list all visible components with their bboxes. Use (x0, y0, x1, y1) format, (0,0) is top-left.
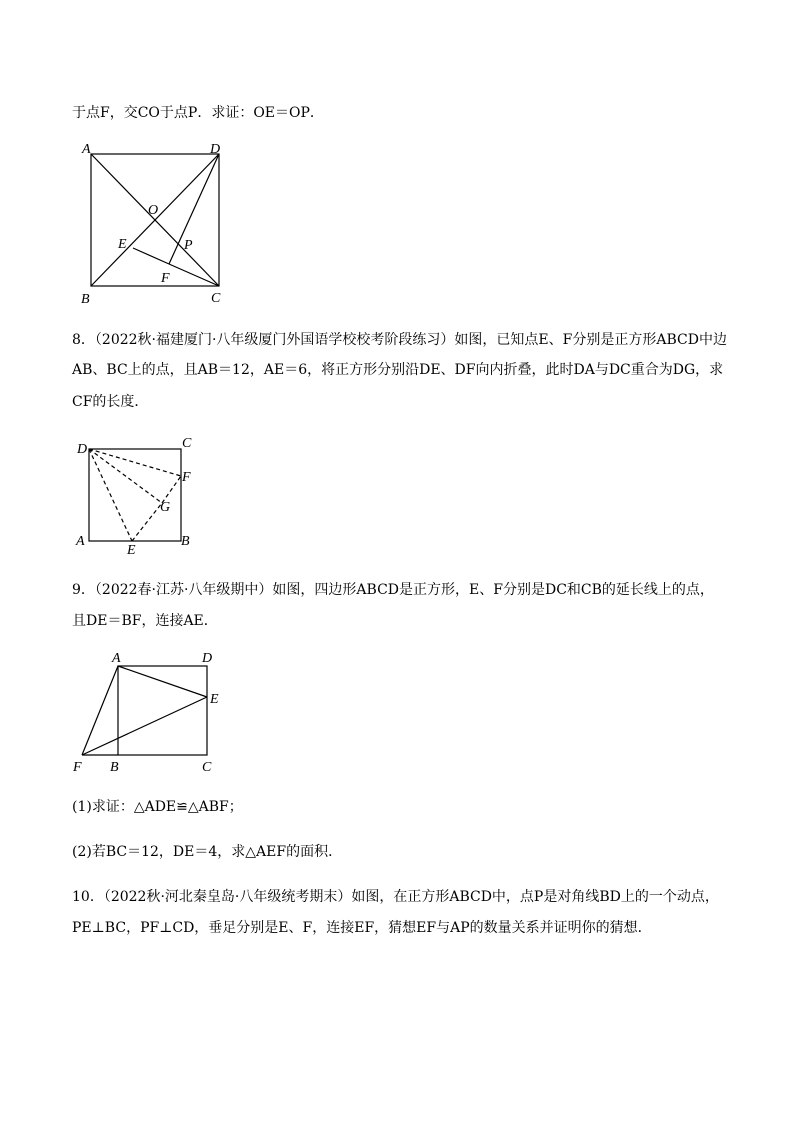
q9-line-ae (118, 666, 207, 697)
q8-figure (72, 434, 202, 558)
q8-label-a: A (76, 534, 85, 549)
q8-text-line2: AB、BC上的点，且AB＝12，AE＝6，将正方形分别沿DE、DF向内折叠，此时DA与DC重合为DG，求 (72, 362, 724, 378)
q9-label-f: F (73, 760, 82, 775)
q9-text-line2: 且DE＝BF，连接AE． (72, 613, 218, 629)
q9-label-e: E (210, 692, 219, 707)
q8-line-dg (89, 449, 162, 503)
q7-label-d: D (210, 142, 221, 157)
q9-label-d: D (202, 651, 213, 666)
q8-label-b: B (181, 534, 190, 549)
q8-text-line1: 8．（2022秋·福建厦门·八年级厦门外国语学校校考阶段练习）如图，已知点E、F分别是正方形ABCD中边 (72, 332, 727, 348)
q10-text-line2: PE⊥BC，PF⊥CD，垂足分别是E、F，连接EF，猜想EF与AP的数量关系并证明你的猜想． (72, 920, 652, 936)
q8-fold-df (89, 449, 181, 476)
q9-label-b: B (110, 760, 119, 775)
q7-label-c: C (211, 291, 221, 306)
q7-line-ef (133, 248, 169, 264)
q9-square (118, 666, 207, 755)
q9-figure (70, 644, 230, 776)
q8-line-eg (132, 503, 162, 541)
q7-label-a: A (82, 142, 91, 157)
q7-figure (78, 140, 228, 308)
q7-label-o: O (148, 203, 159, 218)
q9-line-fe (82, 697, 207, 755)
q8-text-line3: CF的长度． (72, 394, 149, 410)
q9-part1: (1)求证：△ADE≌△ABF； (72, 799, 243, 815)
q9-label-a: A (112, 651, 121, 666)
q9-label-c: C (202, 760, 212, 775)
q9-part2: (2)若BC＝12，DE＝4，求△AEF的面积． (72, 844, 343, 860)
q9-line-af (82, 666, 118, 755)
q7-line-dp (169, 154, 219, 264)
q7-label-b: B (81, 292, 90, 307)
q8-label-c: C (182, 436, 192, 451)
q7-label-p: P (184, 238, 193, 253)
q7-line-fc (169, 264, 219, 286)
q9-text-line1: 9．（2022春·江苏·八年级期中）如图，四边形ABCD是正方形，E、F分别是DC和CB的延长线上的点， (72, 582, 714, 598)
q8-label-d: D (77, 442, 88, 457)
q8-label-f: F (182, 470, 191, 485)
q10-text-line1: 10．（2022秋·河北秦皇岛·八年级统考期末）如图，在正方形ABCD中，点P是对角线BD上的一个动点， (72, 889, 719, 905)
q8-label-g: G (160, 500, 171, 515)
q7-label-f: F (161, 271, 170, 286)
q8-label-e: E (127, 543, 136, 558)
q7-label-e: E (118, 237, 127, 252)
q7-continuation-text: 于点F，交CO于点P．求证：OE＝OP． (72, 105, 324, 121)
q8-fold-de (89, 449, 132, 541)
q8-line-gf (162, 476, 181, 503)
